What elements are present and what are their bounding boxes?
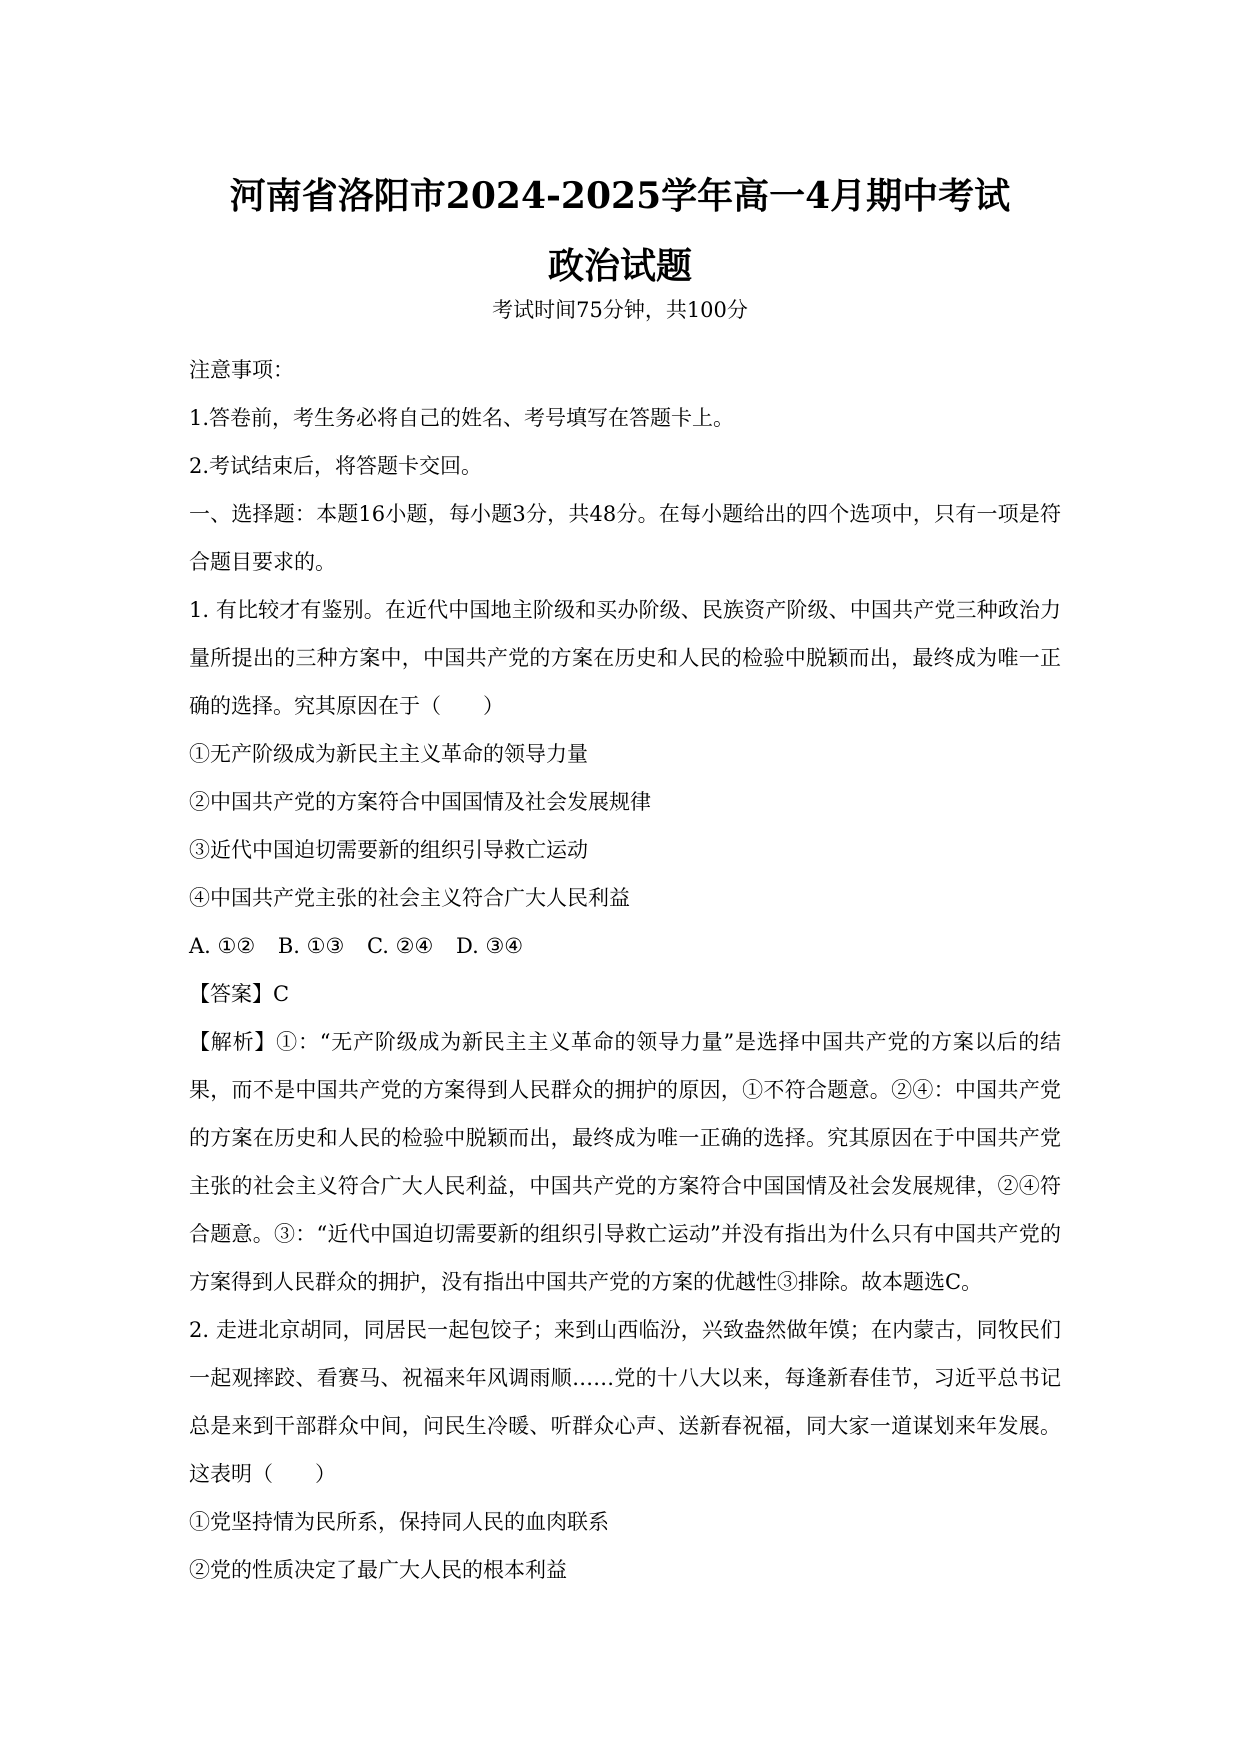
question-statement: ①无产阶级成为新民主主义革命的领导力量: [189, 742, 588, 766]
exam-body: [189, 346, 1061, 1594]
option-d: D. ③④: [456, 934, 524, 958]
question-statement: ②党的性质决定了最广大人民的根本利益: [189, 1558, 567, 1582]
page-subtitle: 政治试题: [547, 245, 692, 287]
question-statement: ①党坚持情为民所系，保持同人民的血肉联系: [189, 1510, 609, 1534]
option-a: A. ①②: [189, 934, 256, 958]
notice-item: 2.考试结束后，将答题卡交回。: [189, 454, 483, 478]
option-b: B. ①③: [277, 934, 345, 958]
question-statement: ②中国共产党的方案符合中国国情及社会发展规律: [189, 790, 651, 814]
page-title: 河南省洛阳市2024-2025学年高一4月期中考试: [229, 175, 1011, 217]
analysis: 【解析】①：“无产阶级成为新民主主义革命的领导力量”是选择中国共产党的方案以后的结果，而不是中国共产党的方案得到人民群众的拥护的原因，①不符合题意。②④：中国共产党的方案在历史和人民的检验中脱颖而出，最终成为唯一正确的选择。究其原因在于中国共产党主张的社会主义符合广大人民利益，中国共产党的方案符合中国国情及社会发展规律，②④符合题意。③：“近代中国迫切需要新的组织引导救亡运动”并没有指出为什么只有中国共产党的方案得到人民群众的拥护，没有指出中国共产党的方案的优越性③排除。故本题选C。: [189, 1030, 1061, 1294]
question-statement: ③近代中国迫切需要新的组织引导救亡运动: [189, 838, 588, 862]
answer: 【答案】C: [189, 982, 290, 1006]
notice-heading: 注意事项：: [189, 358, 294, 382]
section-intro: 一、选择题：本题16小题，每小题3分，共48分。在每小题给出的四个选项中，只有一项是符合题目要求的。: [189, 502, 1061, 574]
question-statement: ④中国共产党主张的社会主义符合广大人民利益: [189, 886, 630, 910]
option-c: C. ②④: [366, 934, 434, 958]
notice-item: 1.答卷前，考生务必将自己的姓名、考号填写在答题卡上。: [189, 406, 735, 430]
question-stem: 1. 有比较才有鉴别。在近代中国地主阶级和买办阶级、民族资产阶级、中国共产党三种政治力量所提出的三种方案中，中国共产党的方案在历史和人民的检验中脱颖而出，最终成为唯一正确的选择。究其原因在于（ ）: [189, 598, 1061, 718]
question-stem: 2. 走进北京胡同，同居民一起包饺子；来到山西临汾，兴致盎然做年馍；在内蒙古，同牧民们一起观摔跤、看赛马、祝福来年风调雨顺……党的十八大以来，每逢新春佳节，习近平总书记总是来到干部群众中间，问民生冷暖、听群众心声、送新春祝福，同大家一道谋划来年发展。这表明（ ）: [189, 1318, 1061, 1486]
exam-info: 考试时间75分钟，共100分: [492, 298, 748, 322]
question-options: [189, 922, 1061, 970]
